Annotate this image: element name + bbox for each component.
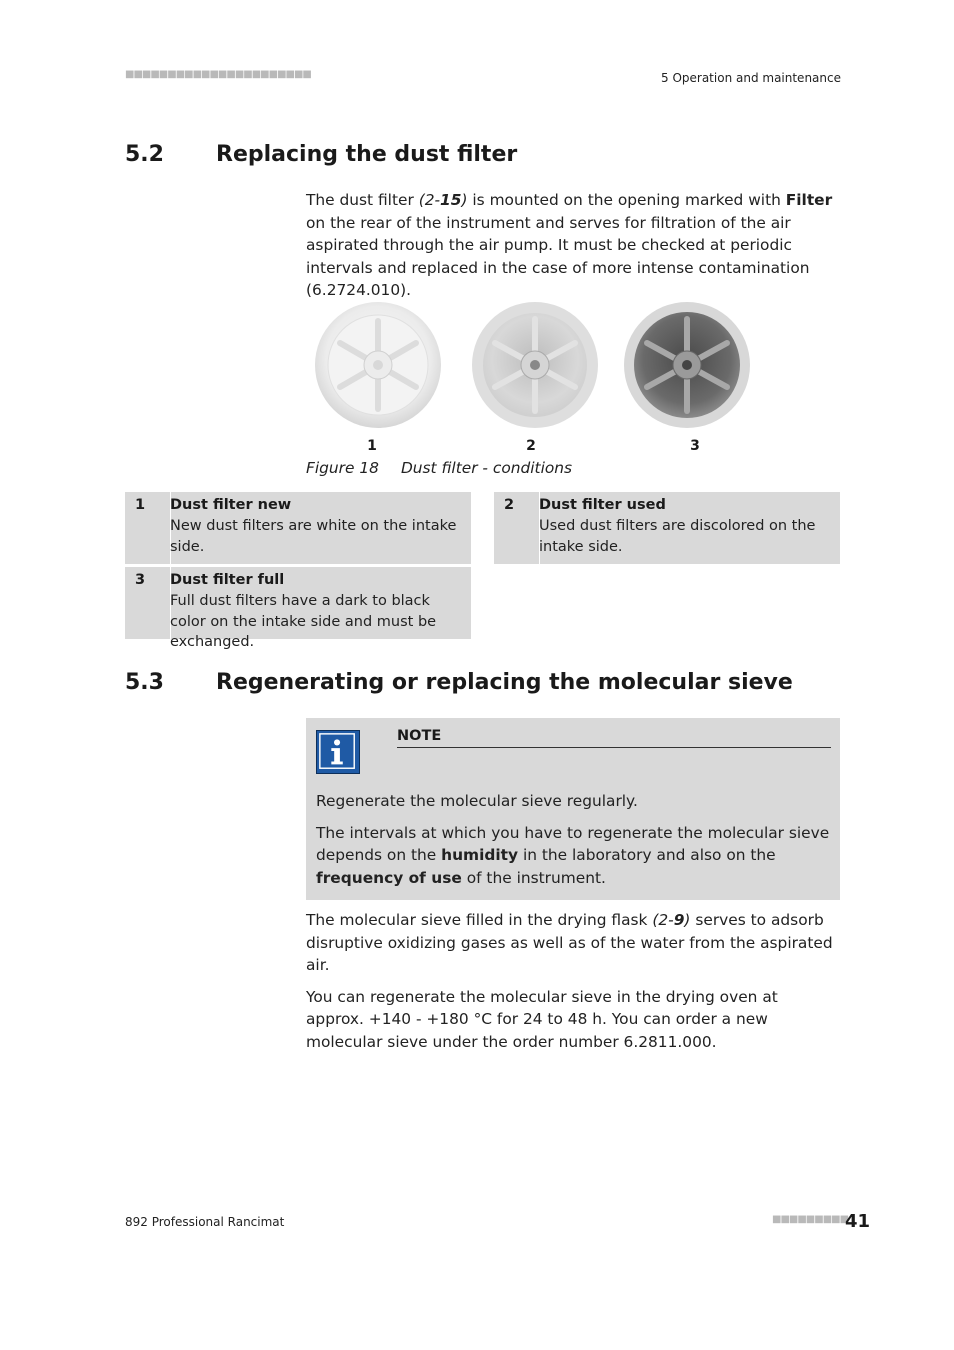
dust-filter-figure — [306, 296, 766, 456]
section-number: 5.3 — [125, 670, 164, 695]
text: serves to adsorb disruptive oxidizing gases as well as of the water from the aspirated air. — [306, 911, 833, 974]
info-icon — [316, 730, 360, 774]
note-paragraph-2 — [316, 822, 830, 890]
paragraph-2: You can regenerate the molecular sieve in the drying oven at approx. +140 - +180 °C for 24 to 48 h. You can order a new molecular sieve under the order number 6.2811.000. — [306, 987, 778, 1051]
section-number: 5.2 — [125, 142, 164, 167]
header-chapter: 5 Operation and maintenance — [661, 71, 841, 85]
ref-number[interactable]: 9 — [673, 911, 685, 929]
figure-caption — [306, 459, 572, 477]
text: on the rear of the instrument and serves for filtration of the air aspirated through the air pump. It must be checked at periodic intervals and replaced in the case of more intense contamination (6.2724.010). — [306, 213, 810, 299]
paragraph-1 — [306, 909, 836, 977]
legend-number: 3 — [135, 572, 146, 588]
figure-label-1: 1 — [367, 438, 377, 454]
dust-filter-paragraph — [306, 189, 836, 311]
filter-label: Filter — [785, 191, 833, 209]
legend-title: Dust filter new — [170, 497, 292, 513]
text: is mounted on the opening marked with — [467, 191, 786, 209]
molecular-sieve-paragraphs — [306, 909, 836, 1062]
legend-description: Used dust filters are discolored on the intake side. — [539, 518, 816, 555]
section-title: Replacing the dust filter — [216, 142, 518, 167]
section-title: Regenerating or replacing the molecular sieve — [216, 670, 793, 695]
note-title: NOTE — [397, 728, 831, 748]
emphasis-humidity: humidity — [441, 846, 519, 864]
ref-number[interactable]: 15 — [440, 191, 462, 209]
emphasis-frequency: frequency of use — [316, 868, 462, 887]
figure-label-3: 3 — [690, 438, 700, 454]
dust-filter-full-image — [623, 301, 751, 429]
ref-open: (2- — [418, 191, 441, 209]
legend-number: 2 — [504, 497, 515, 513]
legend-title: Dust filter used — [539, 497, 666, 513]
note-body — [316, 790, 830, 898]
legend-title: Dust filter full — [170, 572, 285, 588]
figure-caption-label: Figure 18 — [306, 459, 379, 477]
text: The molecular sieve filled in the drying flask — [306, 911, 653, 929]
note-paragraph-1: Regenerate the molecular sieve regularly. — [316, 792, 638, 810]
legend-description: New dust filters are white on the intake side. — [170, 518, 457, 555]
legend-item-3 — [125, 567, 471, 650]
dust-filter-new-image — [314, 301, 442, 429]
footer-dots: ■■■■■■■■■ — [772, 1214, 849, 1225]
ref-close: ) — [684, 911, 691, 929]
legend-number: 1 — [135, 497, 146, 513]
legend-item-2 — [494, 492, 840, 564]
legend-description: Full dust filters have a dark to black color on the intake side and must be exchanged. — [170, 593, 437, 650]
ref-close: ) — [461, 191, 468, 209]
figure-caption-text: Dust filter - conditions — [400, 459, 573, 477]
text: The intervals at which you have to regenerate the molecular sieve depends on the — [316, 823, 830, 864]
text: in the laboratory and also on the — [518, 846, 776, 864]
dust-filter-used-image — [471, 301, 599, 429]
footer-product: 892 Professional Rancimat — [125, 1215, 285, 1229]
text: of the instrument. — [461, 868, 606, 887]
header-dots: ■■■■■■■■■■■■■■■■■■■■■■ — [125, 69, 311, 80]
ref-open: (2- — [652, 911, 674, 929]
text: The dust filter — [306, 191, 419, 209]
figure-label-2: 2 — [526, 438, 536, 454]
page-number: 41 — [845, 1211, 871, 1232]
legend-item-1 — [125, 492, 471, 564]
note-box — [306, 718, 840, 900]
